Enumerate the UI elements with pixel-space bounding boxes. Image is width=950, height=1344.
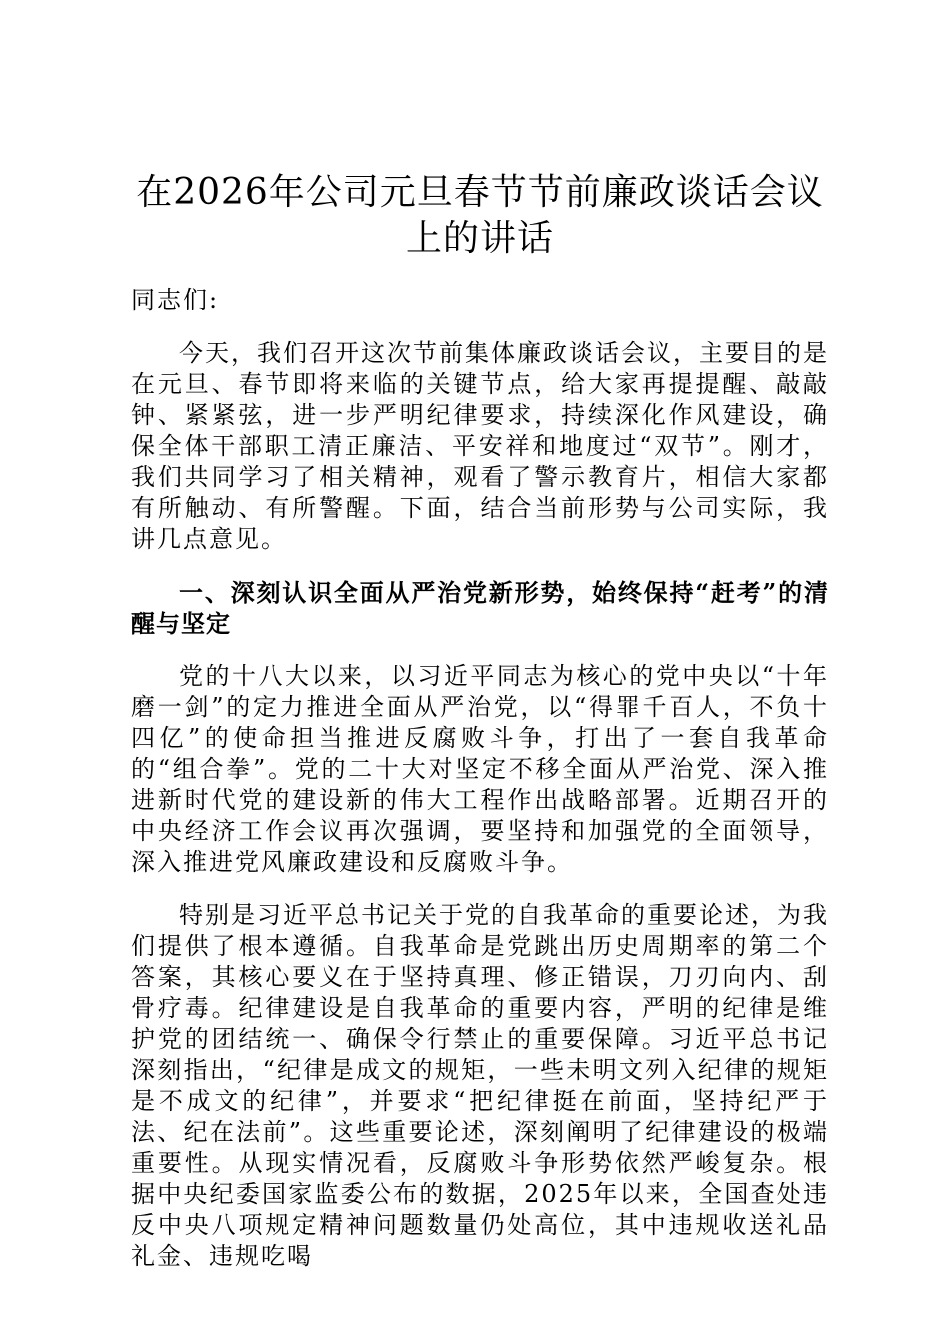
section1-paragraph-1: 党的十八大以来，以习近平同志为核心的党中央以“十年磨一剑”的定力推进全面从严治党，以“得罪千百人，不负十四亿”的使命担当推进反腐败斗争，打出了一套自我革命的“组合拳”。党的二十大对坚定不移全面从严治党、深入推进新时代党的建设新的伟大工程作出战略部署。近期召开的中央经济工作会议再次强调，要坚持和加强党的全面领导，深入推进党风廉政建设和反腐败斗争。 bbox=[131, 662, 829, 876]
salutation: 同志们: bbox=[131, 286, 220, 314]
intro-paragraph: 今天，我们召开这次节前集体廉政谈话会议，主要目的是在元旦、春节即将来临的关键节点，给大家再提提醒、敲敲钟、紧紧弦，进一步严明纪律要求，持续深化作风建设，确保全体干部职工清正廉洁、平安祥和地度过“双节”。刚才，我们共同学习了相关精神，观看了警示教育片，相信大家都有所触动、有所警醒。下面，结合当前形势与公司实际，我讲几点意见。 bbox=[131, 339, 829, 553]
document-title: 在2026年公司元旦春节节前廉政谈话会议上的讲话 bbox=[136, 172, 824, 259]
section1-paragraph-2: 特别是习近平总书记关于党的自我革命的重要论述，为我们提供了根本遵循。自我革命是党跳出历史周期率的第二个答案，其核心要义在于坚持真理、修正错误，刀刃向内、刮骨疗毒。纪律建设是自我革命的重要内容，严明的纪律是维护党的团结统一、确保令行禁止的重要保障。习近平总书记深刻指出，“纪律是成文的规矩，一些未明文列入纪律的规矩是不成文的纪律”，并要求“把纪律挺在前面，坚持纪严于法、纪在法前”。这些重要论述，深刻阐明了纪律建设的极端重要性。从现实情况看，反腐败斗争形势依然严峻复杂。根据中央纪委国家监委公布的数据，2025年以来，全国查处违反中央八项规定精神问题数量仍处高位，其中违规收送礼品礼金、违规吃喝 bbox=[131, 901, 829, 1270]
document-body bbox=[131, 170, 829, 1294]
section-heading-1: 一、深刻认识全面从严治党新形势，始终保持“赶考”的清醒与坚定 bbox=[131, 578, 829, 638]
